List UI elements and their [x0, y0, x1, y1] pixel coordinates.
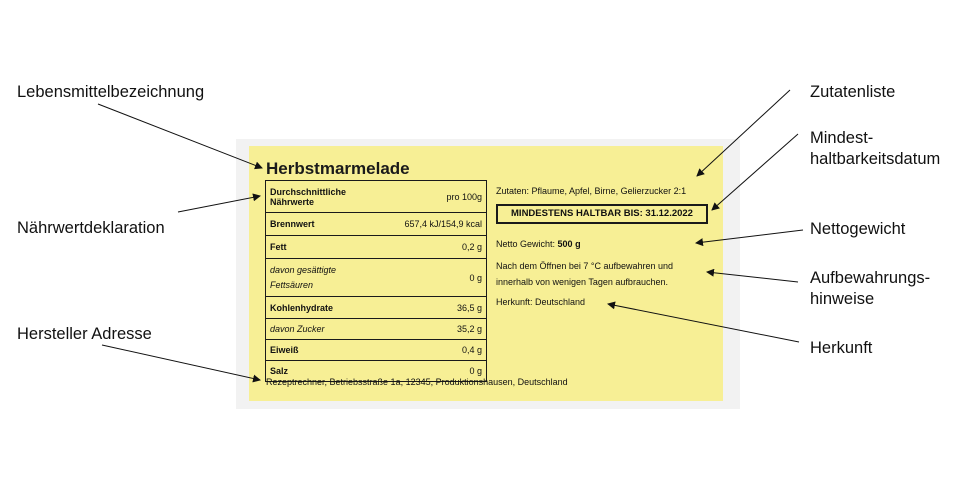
annotation-zutatenliste: Zutatenliste — [810, 83, 896, 101]
annotation-aufbewahrungshinweise: Aufbewahrungs- hinweise — [810, 269, 931, 308]
nutrient-value: 36,5 g — [375, 297, 487, 319]
annotation-lebensmittelbezeichnung: Lebensmittelbezeichnung — [17, 83, 205, 101]
arrow-herkunft — [608, 304, 799, 342]
nutrient-value: 0 g — [375, 259, 487, 297]
nutrient-name: davon Zucker — [266, 319, 375, 340]
annotation-hersteller-adresse: Hersteller Adresse — [17, 325, 152, 343]
nutrition-header-value: pro 100g — [375, 181, 487, 213]
nutrition-header-label: Durchschnittliche Nährwerte — [266, 181, 375, 213]
nutrient-value: 35,2 g — [375, 319, 487, 340]
arrow-lebensmittelbezeichnung — [98, 104, 262, 168]
product-title: Herbstmarmelade — [266, 159, 410, 178]
origin: Herkunft: Deutschland — [496, 297, 586, 307]
net-weight-label: Netto Gewicht: — [496, 239, 556, 249]
annotation-herkunft: Herkunft — [810, 339, 873, 357]
nutrient-value: 0 g — [375, 361, 487, 382]
nutrient-name: Kohlenhydrate — [266, 297, 375, 319]
ingredients-list: Zutaten: Pflaume, Apfel, Birne, Gelierzucker 2:1 — [496, 186, 687, 196]
annotation-naehrwertdeklaration: Nährwertdeklaration — [17, 219, 165, 237]
arrow-mhd — [712, 134, 798, 210]
nutrient-name: Eiweiß — [266, 340, 375, 361]
nutrient-name: Fett — [266, 236, 375, 259]
nutrient-value: 0,4 g — [375, 340, 487, 361]
nutrient-name: Brennwert — [266, 213, 375, 236]
nutrient-value: 0,2 g — [375, 236, 487, 259]
arrow-zutatenliste — [697, 90, 790, 176]
manufacturer-address: Rezeptrechner, Betriebsstraße 1a, 12345, Produktionshausen, Deutschland — [266, 377, 568, 387]
nutrient-name: Salz — [266, 361, 375, 382]
arrow-hersteller — [102, 345, 260, 380]
nutrient-value: 657,4 kJ/154,9 kcal — [375, 213, 487, 236]
storage-instructions: Nach dem Öffnen bei 7 °C aufbewahren und innerhalb von wenigen Tagen aufbrauchen. — [496, 261, 674, 287]
annotation-mhd: Mindest- haltbarkeitsdatum — [810, 129, 941, 168]
arrow-aufbewahrung — [707, 272, 798, 282]
best-before-date: MINDESTENS HALTBAR BIS: 31.12.2022 — [496, 204, 708, 224]
annotation-nettogewicht: Nettogewicht — [810, 220, 906, 238]
nutrient-name: davon gesättigte Fettsäuren — [266, 259, 375, 297]
arrow-nettogewicht — [696, 230, 803, 243]
net-weight-value: 500 g — [557, 239, 581, 249]
arrow-naehrwertdeklaration — [178, 196, 260, 212]
